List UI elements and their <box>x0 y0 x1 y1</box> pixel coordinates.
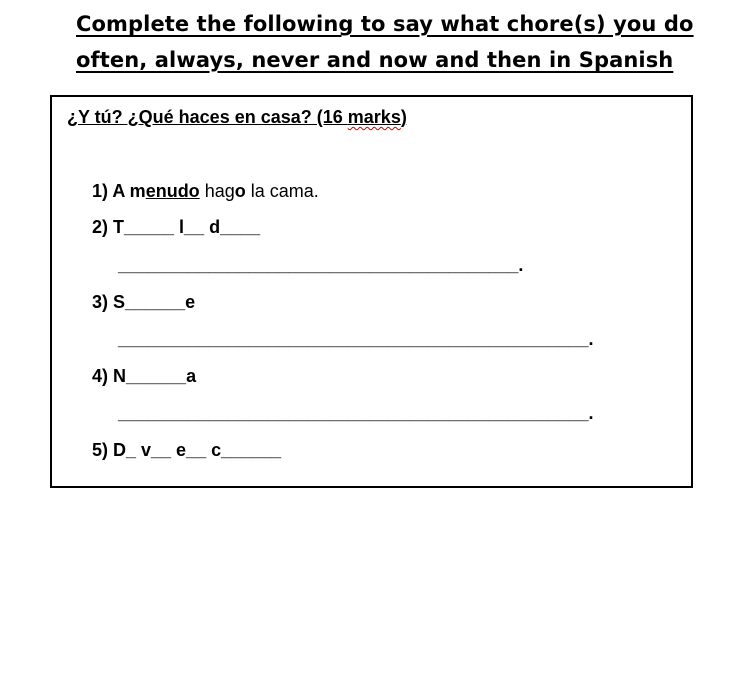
question-5 <box>92 440 281 461</box>
question-1-prefix: 1) A m <box>92 181 146 201</box>
answer-line-3[interactable]: _______________________________________________. <box>118 329 594 349</box>
spellcheck-word: marks <box>347 107 401 127</box>
box-title-text: ¿Y tú? ¿Qué haces en casa? (16 <box>67 107 348 127</box>
answer-line-2[interactable]: ________________________________________. <box>118 255 524 275</box>
heading-line-2: often, always, never and now and then in Spanish <box>76 48 674 72</box>
box-title <box>67 107 407 128</box>
question-4 <box>92 366 196 387</box>
question-3-text: 3) S______e <box>92 292 196 312</box>
question-3 <box>92 292 195 313</box>
question-1-underlined: enudo <box>145 181 200 201</box>
question-1 <box>92 181 319 202</box>
question-1-end: la cama. <box>245 181 319 201</box>
heading-line-1: Complete the following to say what chore(s) you do <box>76 12 694 36</box>
question-5-text: 5) D_ v__ e__ c______ <box>92 440 282 460</box>
question-1-verb-ending: o <box>234 181 246 201</box>
question-box <box>50 95 693 488</box>
answer-line-4[interactable]: _______________________________________________. <box>118 403 594 423</box>
box-title-close: ) <box>400 107 407 127</box>
worksheet-heading <box>76 6 696 78</box>
question-2-text: 2) T_____ l__ d____ <box>92 217 261 237</box>
question-1-verb: hag <box>199 181 235 201</box>
question-2 <box>92 217 260 238</box>
question-4-text: 4) N______a <box>92 366 197 386</box>
